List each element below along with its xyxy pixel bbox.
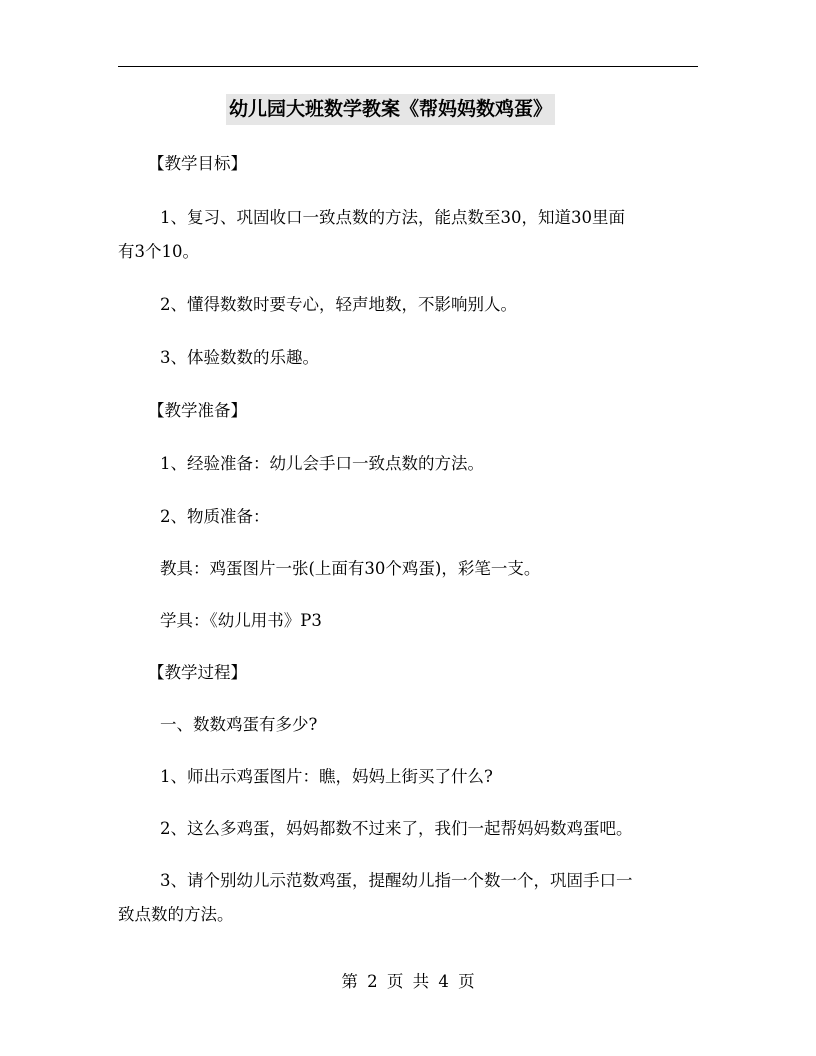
paragraph-step-1-3-line-1: 3、请个别幼儿示范数鸡蛋，提醒幼儿指一个数一个，巩固手口一 <box>160 871 633 890</box>
paragraph-step-1-1: 1、师出示鸡蛋图片：瞧，妈妈上街买了什么? <box>160 767 493 786</box>
paragraph-objective-3: 3、体验数数的乐趣。 <box>160 348 319 367</box>
section-heading-preparation: 【教学准备】 <box>148 401 247 420</box>
paragraph-objective-1-line-1: 1、复习、巩固收口一致点数的方法，能点数至30，知道30里面 <box>160 208 625 227</box>
document-title: 幼儿园大班数学教案《帮妈妈数鸡蛋》 <box>226 94 555 125</box>
paragraph-step-1-2: 2、这么多鸡蛋，妈妈都数不过来了，我们一起帮妈妈数鸡蛋吧。 <box>160 819 633 838</box>
section-heading-process: 【教学过程】 <box>148 663 247 682</box>
paragraph-objective-1-line-2: 有3个10。 <box>118 242 199 261</box>
paragraph-step-1-3-line-2: 致点数的方法。 <box>118 905 234 924</box>
paragraph-preparation-1: 1、经验准备：幼儿会手口一致点数的方法。 <box>160 454 484 473</box>
paragraph-step-1-heading: 一、数数鸡蛋有多少? <box>160 715 318 734</box>
paragraph-teaching-aids: 教具：鸡蛋图片一张(上面有30个鸡蛋)，彩笔一支。 <box>160 559 541 578</box>
paragraph-preparation-2: 2、物质准备： <box>160 507 270 526</box>
page-number-footer: 第 2 页 共 4 页 <box>341 972 475 991</box>
header-rule <box>118 66 698 67</box>
paragraph-student-materials: 学具：《幼儿用书》P3 <box>160 611 322 630</box>
paragraph-objective-2: 2、懂得数数时要专心，轻声地数，不影响别人。 <box>160 295 517 314</box>
section-heading-objectives: 【教学目标】 <box>148 154 247 173</box>
